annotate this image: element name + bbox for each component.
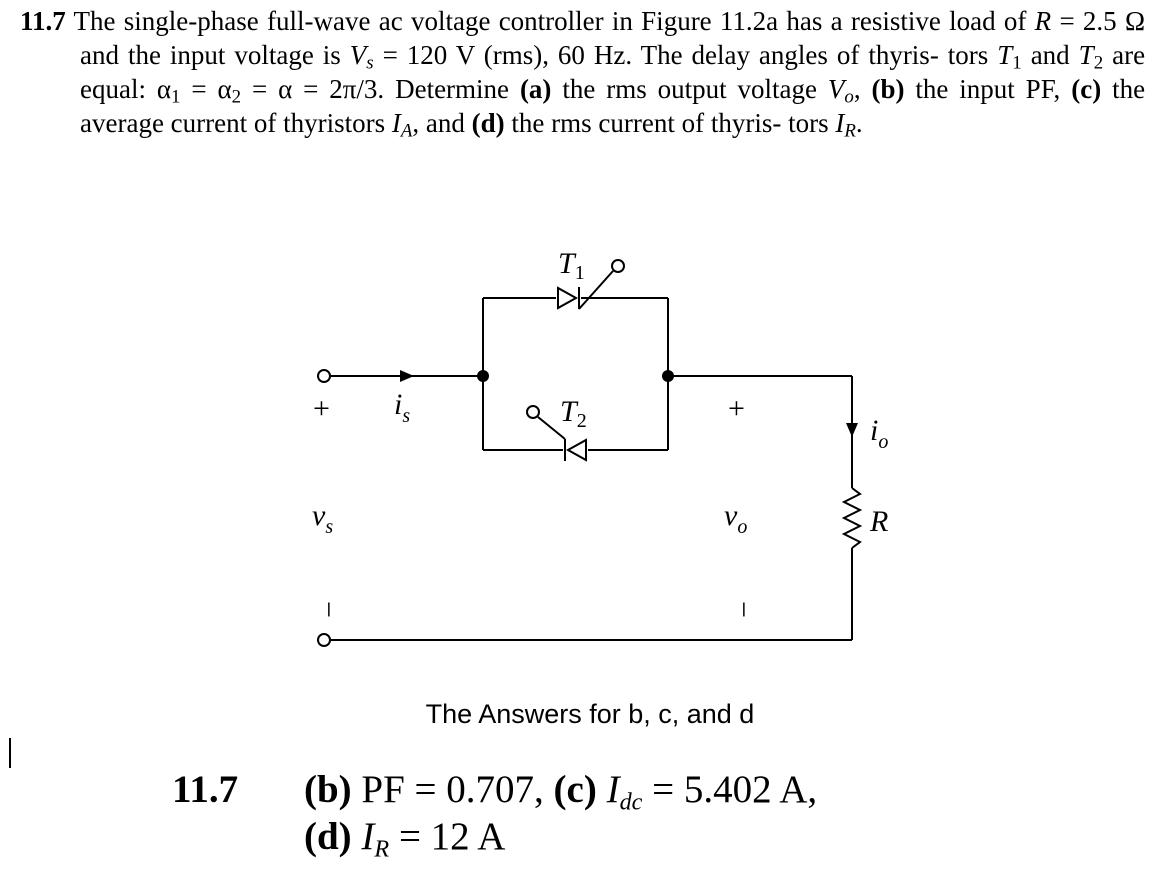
part-c-label: (c) <box>1071 74 1102 104</box>
label-t1: $T_1$ <box>558 247 585 284</box>
problem-text: = 2.5 Ω and the input voltage is <box>80 6 1146 70</box>
var-Vs: V <box>349 40 367 70</box>
subscript: R <box>374 835 390 863</box>
subscript: 1 <box>171 86 181 108</box>
subscript: R <box>844 120 856 142</box>
problem-text: are equal: α <box>80 40 1146 104</box>
vs-plus: + <box>313 392 330 425</box>
answer-d-value: = 12 A <box>398 815 506 858</box>
answer-lines <box>304 766 818 863</box>
answer-d-var: I <box>361 815 375 858</box>
part-d-label: (d) <box>471 108 505 138</box>
answer-c-label: (c) <box>553 768 597 811</box>
var-T2: T <box>1078 40 1094 70</box>
node-right <box>662 370 674 382</box>
var-R: R <box>1034 6 1052 36</box>
problem-text: The single-phase full-wave ac voltage controller in Figure 11.2a has a resistive load of <box>73 6 1027 36</box>
node-left <box>477 370 489 382</box>
subscript: 2 <box>1093 52 1104 74</box>
problem-statement: 11.7 The single-phase full-wave ac voltage controller in Figure 11.2a has a resistive load of R = 2.5 Ω and the input voltage is $V_s = 120$ V (rms), 60 Hz. The delay angles of thyris- tors $T_1$ and $T_2$ are equal: $\alpha_1 = \alpha_2 = \alpha = 2\pi/3$. Determine (a) the rms output voltage $V_o$, (b) the input PF, (c) the average current of thyristors $I_A$, and (d) the rms current of thyris- tors $I_R$. <box>20 6 1146 142</box>
vo-minus: − <box>727 601 760 618</box>
answer-c-var: I <box>606 768 620 811</box>
vo-plus: + <box>728 392 745 425</box>
subscript: dc <box>619 788 643 816</box>
answer-c-value: = 5.402 A, <box>652 768 818 811</box>
label-r: R <box>870 505 889 538</box>
answer-b-value: PF = 0.707, <box>361 768 544 811</box>
subscript: 2 <box>231 86 242 108</box>
answer-number: 11.7 <box>172 768 239 811</box>
label-vs: $v_s$ <box>312 499 334 538</box>
problem-text: tors <box>947 40 989 70</box>
label-io: $i_o$ <box>870 414 889 453</box>
label-vo: $v_o$ <box>724 499 748 538</box>
problem-text: = α <box>191 74 232 104</box>
problem-text: = 120 V (rms), 60 Hz. The delay angles of thyris- <box>382 40 939 70</box>
answer-line-2 <box>304 813 817 863</box>
label-is: $i_s$ <box>394 388 411 427</box>
problem-text: the input PF, <box>915 74 1061 104</box>
problem-number: 11.7 <box>20 6 66 36</box>
io-arrow-icon <box>846 423 858 437</box>
subscript: A <box>400 120 413 142</box>
answer-line-1 <box>304 766 818 816</box>
answer-b-label: (b) <box>304 768 352 811</box>
part-a-label: (a) <box>519 74 552 104</box>
problem-text: the average current of thyristors <box>80 74 1146 138</box>
var-IA: I <box>391 108 401 138</box>
var-T1: T <box>997 40 1013 70</box>
var-Vo: V <box>827 74 845 104</box>
resistor-icon <box>844 488 860 548</box>
subscript: 1 <box>1012 52 1022 74</box>
problem-text: , and <box>412 108 465 138</box>
text-cursor <box>9 738 11 768</box>
problem-text: the rms current of thyris- <box>511 108 782 138</box>
input-terminal-bottom <box>318 634 330 646</box>
vs-minus: − <box>312 601 345 618</box>
var-IR: I <box>835 108 845 138</box>
answers-heading: The Answers for b, c, and d <box>425 699 755 729</box>
subscript: o <box>844 86 854 108</box>
is-arrow-icon <box>400 370 414 382</box>
problem-text: the rms output voltage <box>562 74 817 104</box>
part-b-label: (b) <box>871 74 905 104</box>
input-terminal-top <box>318 370 330 382</box>
subscript: s <box>366 52 374 74</box>
label-t2: $T_2$ <box>560 395 587 432</box>
problem-text: and <box>1030 40 1070 70</box>
problem-text: = α = 2π/3. Determine <box>252 74 510 104</box>
problem-text: tors <box>788 108 829 138</box>
answer-d-label: (d) <box>304 815 352 858</box>
